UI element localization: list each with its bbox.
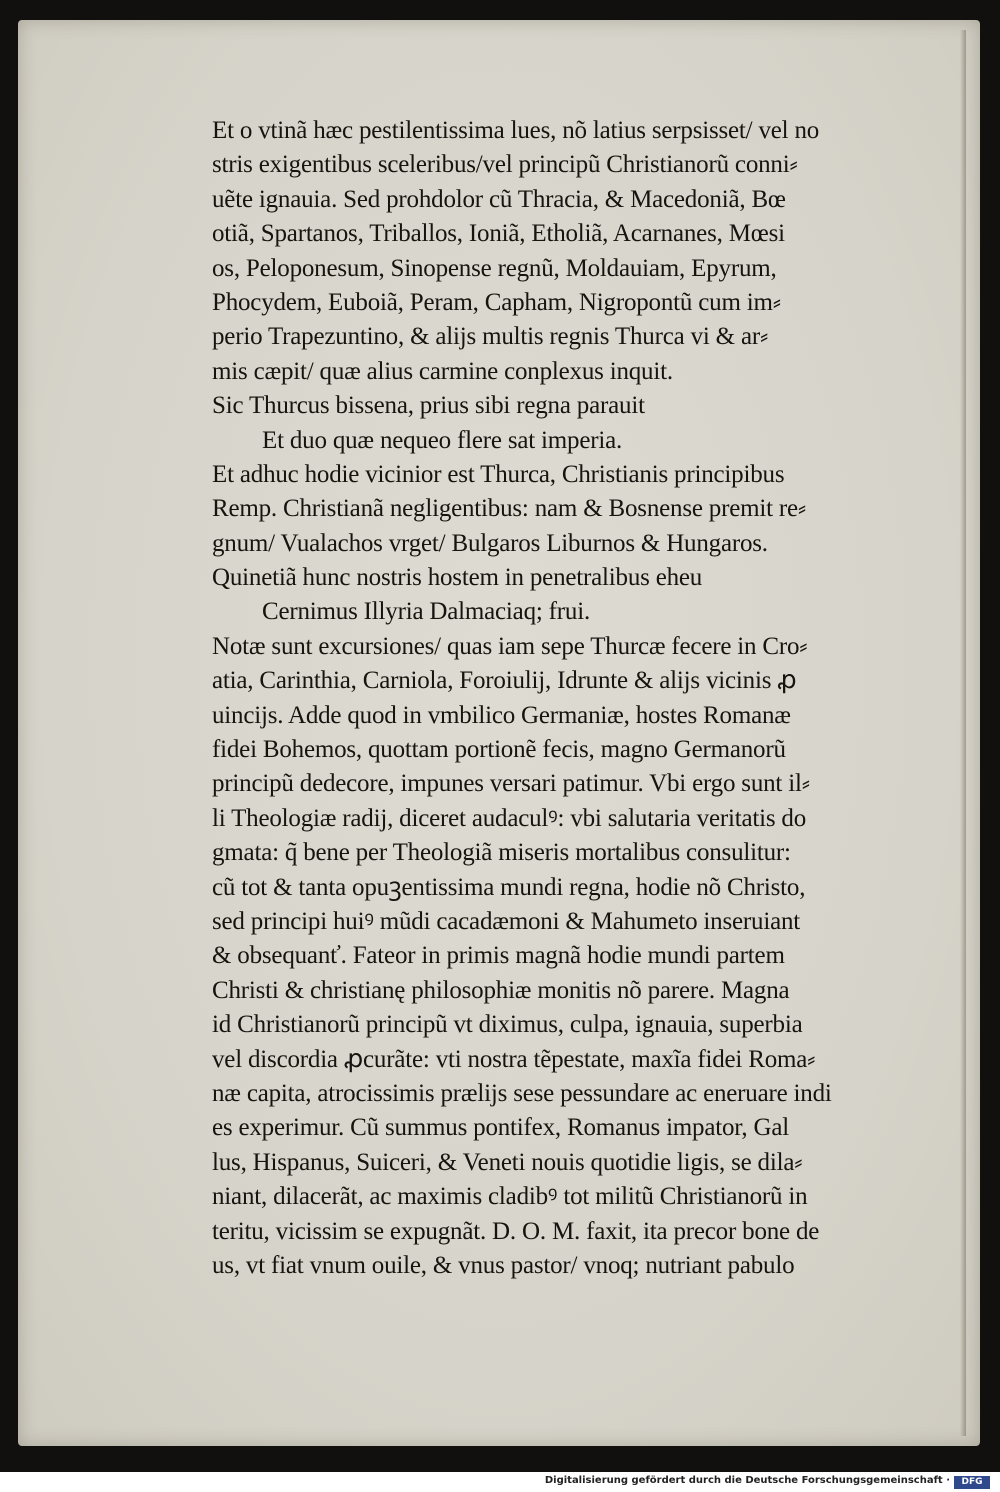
page-text-block (212, 114, 972, 1283)
text-line: teritu, vicissim se expugnãt. D. O. M. faxit, ita precor bone de (212, 1217, 820, 1245)
text-line: lus, Hispanus, Suiceri, & Veneti nouis quotidie ligis, se dila⸗ (212, 1148, 803, 1176)
text-line: us, vt fiat vnum ouile, & vnus pastor/ vnoq; nutriant pabulo (212, 1251, 795, 1279)
text-line: uẽte ignauia. Sed prohdolor cũ Thracia, & Macedoniã, Bœ (212, 185, 786, 213)
text-line: principũ dedecore, impunes versari patimur. Vbi ergo sunt il⸗ (212, 770, 810, 798)
verse-line: Sic Thurcus bissena, prius sibi regna parauit (212, 392, 645, 420)
text-line: Phocydem, Euboiã, Peram, Capham, Nigropontũ cum im⸗ (212, 288, 781, 316)
text-line: Et adhuc hodie vicinior est Thurca, Christianis principibus (212, 460, 785, 488)
text-line: uincijs. Adde quod in vmbilico Germaniæ, hostes Romanæ (212, 701, 791, 729)
text-line: vel discordia ꝓcurãte: vti nostra tẽpestate, maxĩa fidei Roma⸗ (212, 1045, 816, 1073)
digitization-footer (0, 1472, 1000, 1492)
verse-line: Quinetiã hunc nostris hostem in penetralibus eheu (212, 564, 703, 592)
text-line: næ capita, atrocissimis prælijs sese pessundare ac eneruare indi (212, 1079, 832, 1107)
text-line: niant, dilacerãt, ac maximis cladibꝰ tot militũ Christianorũ in (212, 1183, 808, 1211)
text-line: atia, Carinthia, Carniola, Foroiulij, Idrunte & alijs vicinis ꝓ (212, 667, 797, 695)
funding-credit: Digitalisierung gefördert durch die Deutsche Forschungsgemeinschaft · (544, 1475, 950, 1486)
text-line: os, Peloponesum, Sinopense regnũ, Moldauiam, Epyrum, (212, 254, 777, 282)
text-line: gnum/ Vualachos vrget/ Bulgaros Liburnos & Hungaros. (212, 529, 768, 557)
text-line: li Theologiæ radij, diceret audaculꝰ: vbi salutaria veritatis do (212, 804, 807, 832)
text-line: es experimur. Cũ summus pontifex, Romanus impator, Gal (212, 1114, 790, 1142)
text-line: & obsequanť. Fateor in primis magnã hodie mundi partem (212, 942, 785, 970)
text-line: stris exigentibus sceleribus/vel principũ Christianorũ conni⸗ (212, 151, 798, 179)
text-line: Christi & christianę philosophiæ monitis nõ parere. Magna (212, 976, 790, 1004)
text-line: otiã, Spartanos, Triballos, Ioniã, Etholiã, Acarnanes, Mœsi (212, 220, 785, 248)
text-line: Remp. Christianã negligentibus: nam & Bosnense premit re⸗ (212, 495, 807, 523)
verse-line: Et duo quæ nequeo flere sat imperia. (262, 426, 623, 454)
text-line: cũ tot & tanta opuꝫentissima mundi regna, hodie nõ Christo, (212, 873, 806, 901)
text-line: Et o vtinã hæc pestilentissima lues, nõ latius serpsisset/ vel no (212, 117, 820, 144)
text-line: gmata: q̃ bene per Theologiã miseris mortalibus consulitur: (212, 839, 791, 867)
dfg-logo: DFG (954, 1476, 990, 1489)
text-line: mis cæpit/ quæ alius carmine conplexus inquit. (212, 357, 673, 385)
text-line: sed principi huiꝰ mũdi cacadæmoni & Mahumeto inseruiant (212, 907, 801, 935)
text-line: fidei Bohemos, quottam portionẽ fecis, magno Germanorũ (212, 736, 786, 764)
verse-line: Cernimus Illyria Dalmaciaq; frui. (262, 598, 591, 626)
text-line: perio Trapezuntino, & alijs multis regnis Thurca vi & ar⸗ (212, 323, 769, 351)
text-line: id Christianorũ principũ vt diximus, culpa, ignauia, superbia (212, 1011, 803, 1039)
text-line: Notæ sunt excursiones/ quas iam sepe Thurcæ fecere in Cro⸗ (212, 632, 808, 660)
